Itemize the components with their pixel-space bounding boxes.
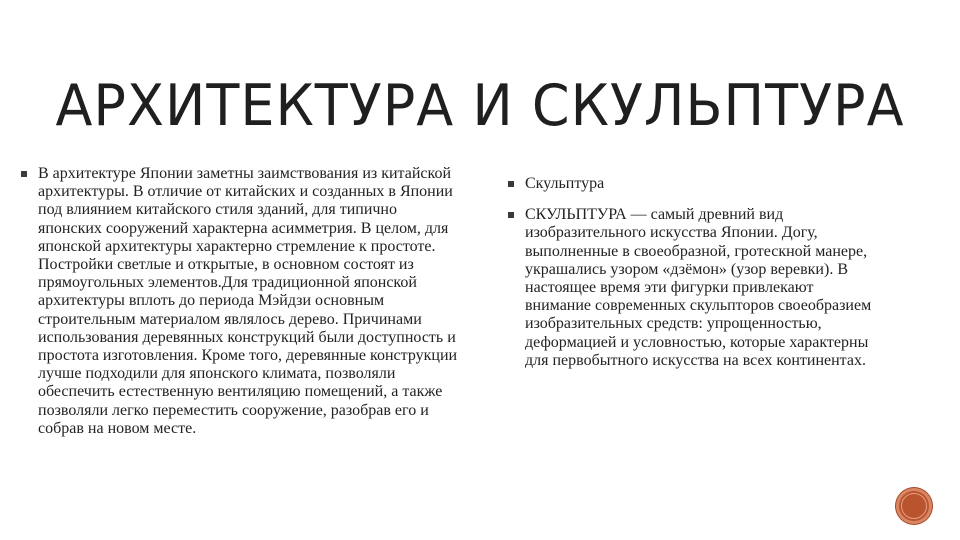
square-bullet-icon [508,181,514,187]
list-item [505,206,875,370]
sculpture-heading: Скульптура [525,175,605,192]
page-badge-icon [896,488,932,524]
architecture-paragraph: В архитектуре Японии заметны заимствования из китайской архитектуры. В отличие от китайских и созданных в Японии под влиянием китайского стиля зданий, для типично японских сооружений характерна асимметрия. В целом, для японской архитектуры характерно стремление к простоте. Постройки светлые и открытые, в основном состоят из прямоугольных элементов.Для традиционной японской архитектуры вплоть до периода Мэйдзи основным строительным материалом являлось дерево. Причинами использования деревянных конструкций были доступность и простота изготовления. Кроме того, деревянные конструкции лучше подходили для японского климата, позволяли обеспечить естественную вентиляцию помещений, а также позволяли легко переместить сооружение, разобрав его и собрав на новом месте. [38,165,458,437]
square-bullet-icon [21,171,27,177]
right-column [505,175,875,370]
left-column [18,165,460,438]
list-item [505,175,875,193]
square-bullet-icon [508,212,514,218]
list-item [18,165,460,438]
slide-title: АРХИТЕКТУРА И СКУЛЬПТУРА [55,72,905,139]
badge-ring [901,493,927,519]
sculpture-paragraph: СКУЛЬПТУРА — самый древний вид изобразительного искусства Японии. Догу, выполненные в своеобразной, гротескной манере, украшались узором «дзёмон» (узор веревки). В настоящее время эти фигурки привлекают внимание современных скульпторов своеобразием изобразительных средств: упрощенностью, деформацией и условностью, которые характерны для первобытного искусства на всех континентах. [525,206,872,369]
